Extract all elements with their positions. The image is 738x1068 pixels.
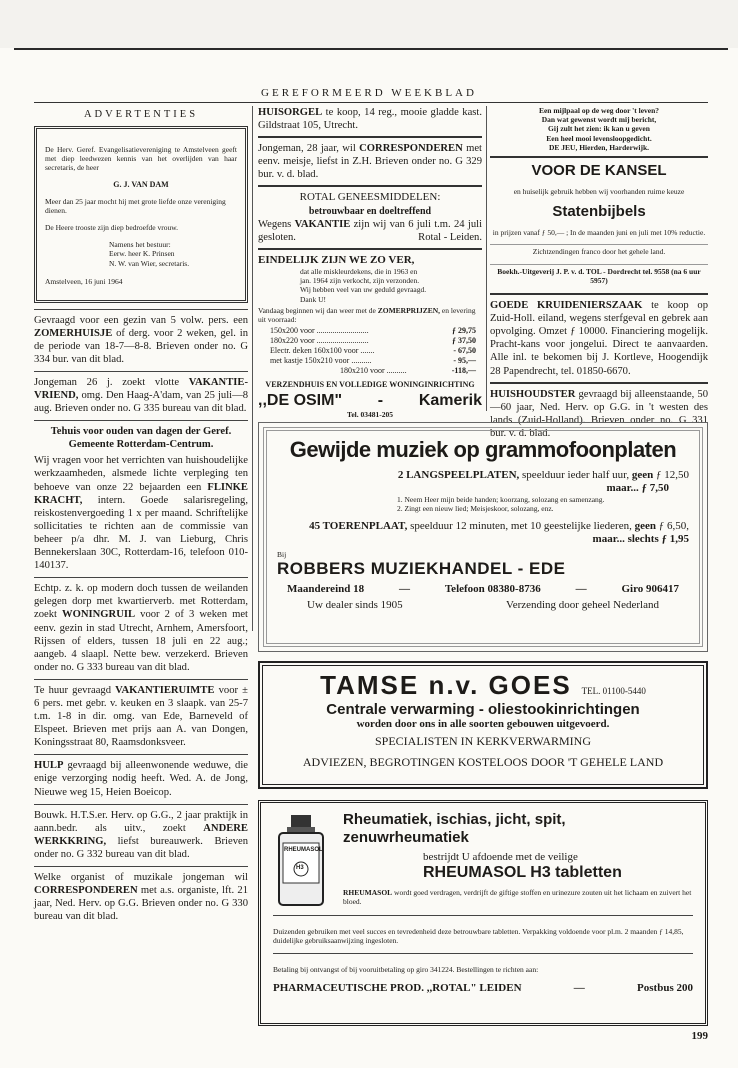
poem-line: Een heel mooi levensloopgedicht. xyxy=(546,133,652,143)
rheum-product: RHEUMASOL H3 tabletten xyxy=(423,864,622,882)
osim-brand-row xyxy=(258,392,482,410)
rheum-company: PHARMACEUTISCHE PROD. ,,ROTAL" LEIDEN xyxy=(273,982,522,995)
classified-ad: Welke organist of muzikale jongeman wil CORRESPONDEREN met a.s. organiste, lft. 21 jaar, Ned. Herv. op G.G. Brieven onder no. G 330 bureau van dit blad. xyxy=(34,872,248,923)
poem-line: Dan wat gewenst wordt mij bericht, xyxy=(541,115,657,125)
robbers-footer xyxy=(277,599,689,611)
tamse-tel: TEL. 01100-5440 xyxy=(581,686,646,696)
poem-ad xyxy=(490,106,708,152)
medicine-bottle-icon xyxy=(275,815,327,907)
mourning-signature xyxy=(109,240,237,268)
tamse-line4: ADVIEZEN, BEGROTINGEN KOSTELOOS DOOR 'T GEHELE LAND xyxy=(302,755,664,769)
separator xyxy=(34,309,248,310)
rheum-p2: Duizenden gebruiken met veel succes en tevredenheid deze betrouwbare tabletten. Verpakking voldoende voor pl.m. 2 maanden ƒ 14,85, duidelijke gebruiksaanwijzing ingesloten. xyxy=(273,927,684,946)
separator xyxy=(490,382,708,384)
classified-ad: HUISHOUDSTER gevraagd bij alleenstaande, 50—60 jaar, Ned. Herv. op G.G. in 't westen des lands (Zuid-Holland). Brieven onder no. G 331 bur. v. d. blad. xyxy=(490,388,708,439)
price-row: 150x200 voor .......................... ƒ 29,75 xyxy=(270,326,476,336)
robbers-name: ROBBERS MUZIEKHANDEL - EDE xyxy=(277,558,566,578)
price-row: 180x210 voor .......... -118,— xyxy=(340,366,476,376)
separator xyxy=(34,577,248,578)
t45-offer: 45 TOERENPLAAT, speelduur 12 minuten, met 10 geestelijke liederen, geen ƒ 6,50, maar... slechts ƒ 1,95 xyxy=(309,519,689,545)
separator xyxy=(258,136,482,138)
separator xyxy=(34,679,248,680)
page-header: GEREFORMEERD WEEKBLAD xyxy=(261,87,477,99)
classified-ad: HULP gevraagd bij alleenwonende weduwe, die enige verzorging nodig heeft. Wed. A. de Jong, Nieuwe weg 15, Heien Boeicop. xyxy=(34,760,248,798)
separator xyxy=(34,866,248,867)
mourning-text: De Heere trooste zijn diep bedroefde vrouw. xyxy=(45,223,179,233)
separator xyxy=(34,754,248,755)
header-rule xyxy=(34,102,708,103)
column-middle xyxy=(258,106,482,419)
rotal-subtitle: betrouwbaar en doeltreffend xyxy=(308,205,432,217)
rheum-p3: Betaling bij ontvangst of bij vooruitbetaling op giro 341224. Bestellingen te richten aan: xyxy=(273,965,539,975)
osim-tel: Tel. 03481-205 xyxy=(347,410,393,420)
muziek-ad xyxy=(258,422,708,652)
rheumasol-ad xyxy=(258,800,708,1026)
scan-margin xyxy=(0,0,738,48)
lp-offer: 2 LANGSPEELPLATEN, speelduur ieder half uur, geen ƒ 12,50 xyxy=(397,469,689,481)
poem-line: Een mijlpaal op de weg door 't leven? xyxy=(538,106,660,115)
bottle-label-h3: H3 xyxy=(296,865,304,871)
statenbijbels-title: Statenbijbels xyxy=(552,203,646,221)
mourning-text: Meer dan 25 jaar mocht hij met grote liefde onze vereniging dienen. xyxy=(45,197,226,216)
classified-ad: Wij vragen voor het verrichten van huishoudelijke werkzaamheden, alsmede lichte verpleging ten behoeve van onze 22 bejaarden een FLINKE KRACHT, intern. Goede salarisregeling, reiskostenvergoeding 1 x per maand. Schriftelijke sollicitaties te richten aan de commissie van beheer p/a dhr. M. J. van Lieburg, Chris Bennekerslaan 30C, Rotterdam-16, telefoon 010-140137. xyxy=(34,455,248,572)
osim-city: Kamerik xyxy=(418,392,482,410)
separator xyxy=(490,293,708,295)
dealer-since: Uw dealer sinds 1905 xyxy=(307,598,403,611)
column-divider xyxy=(486,106,487,411)
rheum-postbus: Postbus 200 xyxy=(637,982,693,995)
lp-maar: maar... ƒ 7,50 xyxy=(606,482,669,495)
classified-ad: Jongeman 26 j. zoekt vlotte VAKANTIE-VRIEND, omg. Den Haag-A'dam, van 25 juli—8 aug. Brieven onder no. G 335 bureau van dit blad. xyxy=(34,376,248,415)
separator xyxy=(258,248,482,250)
rheum-title: Rheumatiek, ischias, jicht, spit, zenuwrheumatiek xyxy=(343,811,566,846)
separator xyxy=(34,371,248,372)
notice-line: dat alle miskleurdekens, die in 1963 en xyxy=(300,266,418,276)
osim-intro: Vandaag beginnen wij dan weer met de ZOMERPRIJZEN, en levering uit voorraad: xyxy=(258,305,476,324)
classified-ad: Bouwk. H.T.S.er. Herv. op G.G., 2 jaar praktijk in aann.bedr. als uitv., zoekt ANDERE WERKKRING, liefst bureauwerk. Brieven onder no. G 332 bureau van dit blad. xyxy=(34,809,248,860)
kansel-zicht: Zichtzendingen franco door het gehele land. xyxy=(490,244,708,256)
rheum-p1: RHEUMASOL wordt goed verdragen, verdrijft de giftige stoffen en urinezure zouten uit het lichaam en zuivert het bloed. xyxy=(343,888,692,907)
separator xyxy=(258,185,482,187)
tamse-line1: Centrale verwarming - oliestookinrichtingen xyxy=(326,701,640,718)
track: 1. Neem Heer mijn beide handen; koorzang, solozang en samenzang. xyxy=(397,495,605,505)
kansel-prices: in prijzen vanaf ƒ 50,— ; In de maanden juni en juli met 10% reductie. xyxy=(492,227,706,237)
price-list xyxy=(258,326,482,376)
signature-line: Eerw. heer K. Prinsen xyxy=(109,249,175,259)
column-left xyxy=(34,106,248,923)
classified-ad: Wegens VAKANTIE zijn wij van 6 juli t.m. 24 juli gesloten. Rotal - Leiden. xyxy=(258,218,483,243)
top-edge-line xyxy=(14,48,728,50)
classified-ad: Gevraagd voor een gezin van 5 volw. pers. een ZOMERHUISJE of derg. voor 2 weken, gel. in de periode van 18-7—8-8. Brieven onder no. G 334 bur. van dit blad. xyxy=(34,314,248,365)
price-row: Electr. deken 160x100 voor ....... - 67,50 xyxy=(270,346,476,356)
robbers-address: Maandereind 18 xyxy=(287,582,365,595)
osim-notice xyxy=(258,267,482,304)
osim-title: EINDELIJK ZIJN WE ZO VER, xyxy=(258,253,415,266)
robbers-giro: Giro 906417 xyxy=(621,582,679,595)
classified-ad: Jongeman, 28 jaar, wil CORRESPONDEREN met eenv. meisje, liefst in Z.H. Brieven onder no. G 329 bur. v. d. blad. xyxy=(258,143,482,181)
bottle-label-text: RHEUMASOL xyxy=(284,847,323,853)
classified-ad: Te huur gevraagd VAKANTIERUIMTE voor ± 6 pers. met gebr. v. keuken en 3 slaapk. van 25-7 t.m. 1-8 in dir. omg. van Ede, Barneveld of Elspeet. Brieven met prijs aan A. van Dongen, Koningsstraat 80, Raamsdonksveer. xyxy=(34,684,249,749)
rheum-bestrijdt: bestrijdt U afdoende met de veilige xyxy=(423,851,578,863)
rotal-title: ROTAL GENEESMIDDELEN: xyxy=(299,191,441,204)
track: 2. Zingt een nieuw lied; Meisjeskoor, solozang, enz. xyxy=(397,504,554,514)
tamse-ad xyxy=(258,661,708,789)
separator xyxy=(34,420,248,421)
shipping-note: Verzending door geheel Nederland xyxy=(505,598,659,611)
classified-ad: GOEDE KRUIDENIERSZAAK te koop op Zuid-Holl. eiland, wegens sterfgeval en gebrek aan opvolging. Omzet ƒ 10000. Financiering mogelijk. Pracht-kans voor jongelui. Direct te aanvaarden. Alle inl. te bekomen bij J. Kortleve, Hoogendijk 28 Papendrecht, tel. 01850-6670. xyxy=(490,300,709,377)
muziek-title: Gewijde muziek op grammofoonplaten xyxy=(289,437,677,462)
robbers-phone: Telefoon 08380-8736 xyxy=(444,582,541,595)
notice-line: Wij hebben veel van uw geduld gevraagd. xyxy=(300,285,427,295)
kansel-publisher: Boekh.-Uitgeverij J. P. v. d. TOL - Dordrecht tel. 9558 (na 6 uur 5957) xyxy=(490,264,708,285)
ad-heading: Tehuis voor ouden van dagen der Geref. Gemeente Rotterdam-Centrum. xyxy=(50,426,232,451)
page-number: 199 xyxy=(691,1030,708,1042)
classified-ad: HUISORGEL te koop, 14 reg., mooie gladde kast. Gildstraat 105, Utrecht. xyxy=(258,107,482,132)
classified-ad: Echtp. z. k. op modern doch tussen de weilanden gelegen dorp met kwartierverb. met Rotterdam, zoekt WONINGRUIL voor 2 of 3 weken met eenv. gezin in stad Utrecht, Arnhem, Amersfoort, Rijssen of elders, tussen 18 juli en 22 aug.; aangeb. 4 slaapl. Nette bew. verzekerd. Brieven onder no. G 333 bureau van dit blad. xyxy=(34,583,249,673)
rheum-dash: — xyxy=(573,982,585,995)
mourning-notice xyxy=(34,126,248,303)
notice-line: jan. 1964 zijn verkocht, zijn verzonden. xyxy=(300,276,420,286)
price-row: met kastje 150x210 voor .......... - 95,— xyxy=(270,356,476,366)
mourning-text: De Herv. Geref. Evangelisatievereniging te Amstelveen geeft met diep leedwezen kennis van het overlijden van haar secretaris, de heer xyxy=(45,144,237,172)
signature-line: N. W. van Wier, secretaris. xyxy=(109,258,190,268)
notice-line: Dank U! xyxy=(300,294,327,304)
advertenties-heading: ADVERTENTIES xyxy=(83,109,199,120)
osim-brand: ,,DE OSIM" xyxy=(258,392,343,410)
column-right xyxy=(490,106,708,440)
poem-line: Gij zult het zien: ik kan u geven xyxy=(548,124,650,134)
robbers-contact: Maandereind 18 — Telefoon 08380-8736 — Giro 906417 xyxy=(287,582,679,595)
tamse-line2: worden door ons in alle soorten gebouwen uitgevoerd. xyxy=(356,718,610,730)
separator xyxy=(34,804,248,805)
signature-line: Namens het bestuur: xyxy=(109,240,171,250)
osim-dash: - xyxy=(377,392,384,410)
column-divider xyxy=(252,106,253,631)
tamse-name: TAMSE n.v. GOES xyxy=(320,670,572,700)
track-list xyxy=(277,495,689,513)
osim-verzend: VERZENDHUIS EN VOLLEDIGE WONINGINRICHTING xyxy=(265,380,475,390)
poem-line: DE JEU, Hierden, Harderwijk. xyxy=(549,142,649,152)
kansel-subtitle: en huiselijk gebruik hebben wij voorhanden ruime keuze xyxy=(513,186,685,196)
mourning-place: Amstelveen, 16 juni 1964 xyxy=(45,276,123,286)
mourning-name: G. J. VAN DAM xyxy=(113,179,169,189)
price-row: 180x220 voor .......................... ƒ 37,50 xyxy=(270,336,476,346)
tamse-line3: SPECIALISTEN IN KERKVERWARMING xyxy=(375,734,591,748)
tamse-header xyxy=(273,670,693,701)
kansel-title: VOOR DE KANSEL xyxy=(531,162,667,180)
bij-label: Bij xyxy=(277,549,287,559)
separator xyxy=(490,156,708,158)
rheum-contact xyxy=(273,982,693,994)
